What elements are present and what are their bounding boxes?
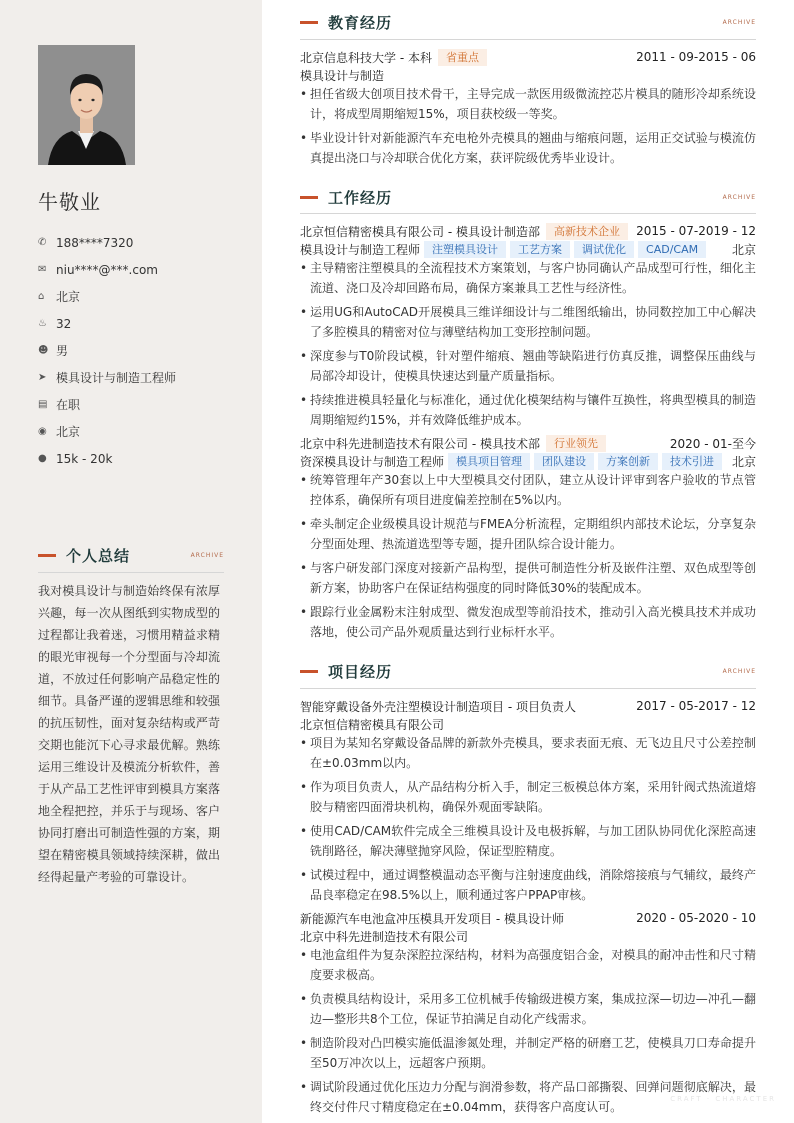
gender-value: 男 bbox=[56, 344, 69, 358]
email-value: niu****@***.com bbox=[56, 262, 158, 277]
age-value: 32 bbox=[56, 316, 72, 331]
education-date: 2011 - 09-2015 - 06 bbox=[636, 50, 756, 64]
project-1-date: 2017 - 05-2017 - 12 bbox=[636, 699, 756, 713]
summary-archive-tag: ARCHIVE bbox=[190, 551, 224, 559]
list-item: • 运用UG和AutoCAD开展模具三维详细设计与二维图纸输出，协同数控加工中心解决了多腔模具的精密对位与薄壁结构加工变形控制问题。 bbox=[300, 302, 756, 342]
avatar-portrait-icon bbox=[38, 45, 135, 165]
job-2-header-line bbox=[300, 433, 756, 453]
list-item: • 统筹管理年产30套以上中大型模具交付团队，建立从设计评审到客户验收的节点管控体系，确保所有项目进度偏差控制在5%以内。 bbox=[300, 470, 756, 510]
info-gender bbox=[38, 337, 238, 364]
list-item: • 制造阶段对凸凹模实施低温渗氮处理，并制定严格的研磨工艺，使模具刀口寿命提升至50万冲次以上，远超客户预期。 bbox=[300, 1033, 756, 1073]
job-1-role: 模具设计与制造工程师 bbox=[300, 242, 421, 257]
education-divider bbox=[300, 39, 756, 40]
info-salary bbox=[38, 445, 238, 472]
send-icon: ➤ bbox=[38, 372, 47, 383]
project-1-bullets bbox=[300, 733, 756, 909]
list-item: • 深度参与T0阶段试模，针对塑件缩痕、翘曲等缺陷进行仿真反推，调整保压曲线与局部冷却设计，使模具快速达到量产质量指标。 bbox=[300, 346, 756, 386]
gender-icon: ☻ bbox=[38, 345, 49, 356]
education-section-header bbox=[300, 11, 756, 33]
education-title: 教育经历 bbox=[328, 13, 393, 32]
work-divider bbox=[300, 213, 756, 214]
job-2-role: 资深模具设计与制造工程师 bbox=[300, 454, 445, 469]
list-item: • 毕业设计针对新能源汽车充电枪外壳模具的翘曲与缩痕问题，运用正交试验与模流仿真提出浇口与冷却联合优化方案，获评院级优秀毕业设计。 bbox=[300, 128, 756, 168]
info-position bbox=[38, 364, 238, 391]
education-archive-tag: ARCHIVE bbox=[722, 18, 756, 26]
list-item: • 负责模具结构设计，采用多工位机械手传输级进模方案，集成拉深—切边—冲孔—翻边—整形共8个工位，保证节拍满足自动化产线需求。 bbox=[300, 989, 756, 1029]
salary-value: 15k - 20k bbox=[56, 451, 113, 466]
list-item: • 主导精密注塑模具的全流程技术方案策划，与客户协同确认产品成型可行性，细化主流道、浇口及冷却回路布局，确保方案兼具工艺性与经济性。 bbox=[300, 258, 756, 298]
project-section-header bbox=[300, 660, 756, 682]
project-1-company: 北京恒信精密模具有限公司 bbox=[300, 717, 445, 732]
summary-title: 个人总结 bbox=[66, 546, 131, 565]
education-major: 模具设计与制造 bbox=[300, 68, 385, 83]
education-major-line bbox=[300, 65, 756, 85]
info-email bbox=[38, 256, 238, 283]
job-1-badge: 高新技术企业 bbox=[546, 223, 628, 240]
list-item: • 调试阶段通过优化压边力分配与润滑参数，将产品口部撕裂、回弹问题彻底解决，最终交付件尺寸精度稳定在±0.04mm，获得客户高度认可。 bbox=[300, 1077, 756, 1117]
project-archive-tag: ARCHIVE bbox=[722, 667, 756, 675]
job-2-tag: 方案创新 bbox=[598, 453, 658, 470]
mail-icon: ✉ bbox=[38, 264, 47, 275]
watermark: CRAFT · CHARACTER bbox=[670, 1095, 776, 1103]
accent-bar bbox=[38, 554, 56, 557]
project-2-header-line bbox=[300, 908, 756, 928]
job-1-tag: CAD/CAM bbox=[638, 241, 706, 258]
phone-icon: ✆ bbox=[38, 237, 47, 248]
list-item: • 项目为某知名穿戴设备品牌的新款外壳模具，要求表面无痕、无飞边且尺寸公差控制在±0.03mm以内。 bbox=[300, 733, 756, 773]
list-item: • 使用CAD/CAM软件完成全三维模具设计及电极拆解，与加工团队协同优化深腔高速铣削路径，解决薄壁抛穿风险，保证型腔精度。 bbox=[300, 821, 756, 861]
list-item: • 试模过程中，通过调整模温动态平衡与注射速度曲线，消除熔接痕与气辅纹，最终产品良率稳定在98.5%以上，顺利通过客户PPAP审核。 bbox=[300, 865, 756, 905]
job-1-company: 北京恒信精密模具有限公司 - 模具设计制造部 bbox=[300, 224, 540, 239]
accent-bar bbox=[300, 21, 318, 24]
job-2-tag: 模具项目管理 bbox=[448, 453, 530, 470]
job-1-header-line bbox=[300, 221, 756, 241]
job-1-role-line bbox=[300, 239, 756, 259]
home-value: 北京 bbox=[56, 290, 81, 304]
phone-value: 188****7320 bbox=[56, 235, 134, 250]
list-item: • 牵头制定企业级模具设计规范与FMEA分析流程，定期组织内部技术论坛，分享复杂分型面处理、热流道选型等专题，提升团队综合设计能力。 bbox=[300, 514, 756, 554]
summary-section-header bbox=[38, 545, 224, 565]
job-2-badge: 行业领先 bbox=[546, 435, 606, 452]
list-item: • 持续推进模具轻量化与标准化，通过优化模架结构与镶件互换性，将典型模具的制造周期缩短约15%，并有效降低维护成本。 bbox=[300, 390, 756, 430]
home-icon: ⌂ bbox=[38, 291, 45, 302]
project-2-date: 2020 - 05-2020 - 10 bbox=[636, 911, 756, 925]
list-item: • 与客户研发部门深度对接新产品构型，提供可制造性分析及嵌件注塑、双色成型等创新方案，协助客户在保证结构强度的同时降低30%的装配成本。 bbox=[300, 558, 756, 598]
education-header-line bbox=[300, 47, 756, 67]
position-value: 模具设计与制造工程师 bbox=[56, 371, 177, 385]
project-divider bbox=[300, 688, 756, 689]
project-1-header-line bbox=[300, 696, 756, 716]
work-title: 工作经历 bbox=[328, 188, 393, 207]
school-badge: 省重点 bbox=[438, 49, 487, 66]
job-1-tag: 调试优化 bbox=[574, 241, 634, 258]
sidebar bbox=[0, 0, 262, 1123]
info-age bbox=[38, 310, 238, 337]
project-2-company: 北京中科先进制造技术有限公司 bbox=[300, 929, 469, 944]
work-section-header bbox=[300, 186, 756, 208]
salary-icon: ● bbox=[38, 453, 47, 464]
job-2-bullets bbox=[300, 470, 756, 646]
job-2-city: 北京 bbox=[731, 454, 756, 469]
status-value: 在职 bbox=[56, 398, 81, 412]
job-1-city: 北京 bbox=[731, 242, 756, 257]
work-archive-tag: ARCHIVE bbox=[722, 193, 756, 201]
project-1-company-line bbox=[300, 714, 756, 734]
location-value: 北京 bbox=[56, 425, 81, 439]
project-2-company-line bbox=[300, 926, 756, 946]
job-2-company: 北京中科先进制造技术有限公司 - 模具技术部 bbox=[300, 436, 540, 451]
briefcase-icon: ▤ bbox=[38, 399, 48, 410]
cake-icon: ♨ bbox=[38, 318, 47, 329]
job-2-role-line bbox=[300, 451, 756, 471]
accent-bar bbox=[300, 196, 318, 199]
info-location bbox=[38, 418, 238, 445]
job-1-bullets bbox=[300, 258, 756, 434]
list-item: • 跟踪行业金属粉末注射成型、微发泡成型等前沿技术，推动引入高光模具技术并成功落地，使公司产品外观质量达到行业标杆水平。 bbox=[300, 602, 756, 642]
info-status bbox=[38, 391, 238, 418]
contact-info-list bbox=[38, 229, 238, 472]
project-2-name: 新能源汽车电池盒冲压模具开发项目 - 模具设计师 bbox=[300, 911, 564, 926]
summary-divider bbox=[38, 572, 224, 573]
list-item: • 电池盒组件为复杂深腔拉深结构，材料为高强度铝合金，对模具的耐冲击性和尺寸精度要求极高。 bbox=[300, 945, 756, 985]
project-title: 项目经历 bbox=[328, 662, 393, 681]
info-home bbox=[38, 283, 238, 310]
accent-bar bbox=[300, 670, 318, 673]
job-2-date: 2020 - 01-至今 bbox=[669, 436, 756, 451]
location-icon: ◉ bbox=[38, 426, 47, 437]
job-2-tag: 技术引进 bbox=[662, 453, 722, 470]
job-1-tag: 工艺方案 bbox=[510, 241, 570, 258]
job-2-tag: 团队建设 bbox=[534, 453, 594, 470]
job-1-date: 2015 - 07-2019 - 12 bbox=[636, 224, 756, 238]
list-item: • 担任省级大创项目技术骨干，主导完成一款医用级微流控芯片模具的随形冷却系统设计，将成型周期缩短15%，项目获校级一等奖。 bbox=[300, 84, 756, 124]
candidate-name: 牛敬业 bbox=[38, 190, 101, 214]
list-item: • 作为项目负责人，从产品结构分析入手，制定三板模总体方案，采用针阀式热流道熔胶与精密四面滑块机构，确保外观面零缺陷。 bbox=[300, 777, 756, 817]
info-phone bbox=[38, 229, 238, 256]
school-name: 北京信息科技大学 - 本科 bbox=[300, 50, 432, 65]
education-bullets bbox=[300, 84, 756, 172]
job-1-tag: 注塑模具设计 bbox=[424, 241, 506, 258]
profile-photo bbox=[38, 45, 135, 165]
project-1-name: 智能穿戴设备外壳注塑模设计制造项目 - 项目负责人 bbox=[300, 699, 576, 714]
summary-text: 我对模具设计与制造始终保有浓厚兴趣，每一次从图纸到实物成型的过程都让我着迷，习惯用精益求精的眼光审视每一个分型面与冷却流道，不放过任何影响产品稳定性的细节。具备严谨的逻辑思维和较强的抗压韧性，面对复杂结构或严苛交期也能沉下心寻求最优解。熟练运用三维设计及模流分析软件，善于从产品工艺性评审到模具方案落地全程把控，并乐于与现场、客户协同打磨出可制造性强的方案，期望在精密模具领域持续深耕，做出经得起量产考验的可靠设计。 bbox=[38, 584, 220, 884]
